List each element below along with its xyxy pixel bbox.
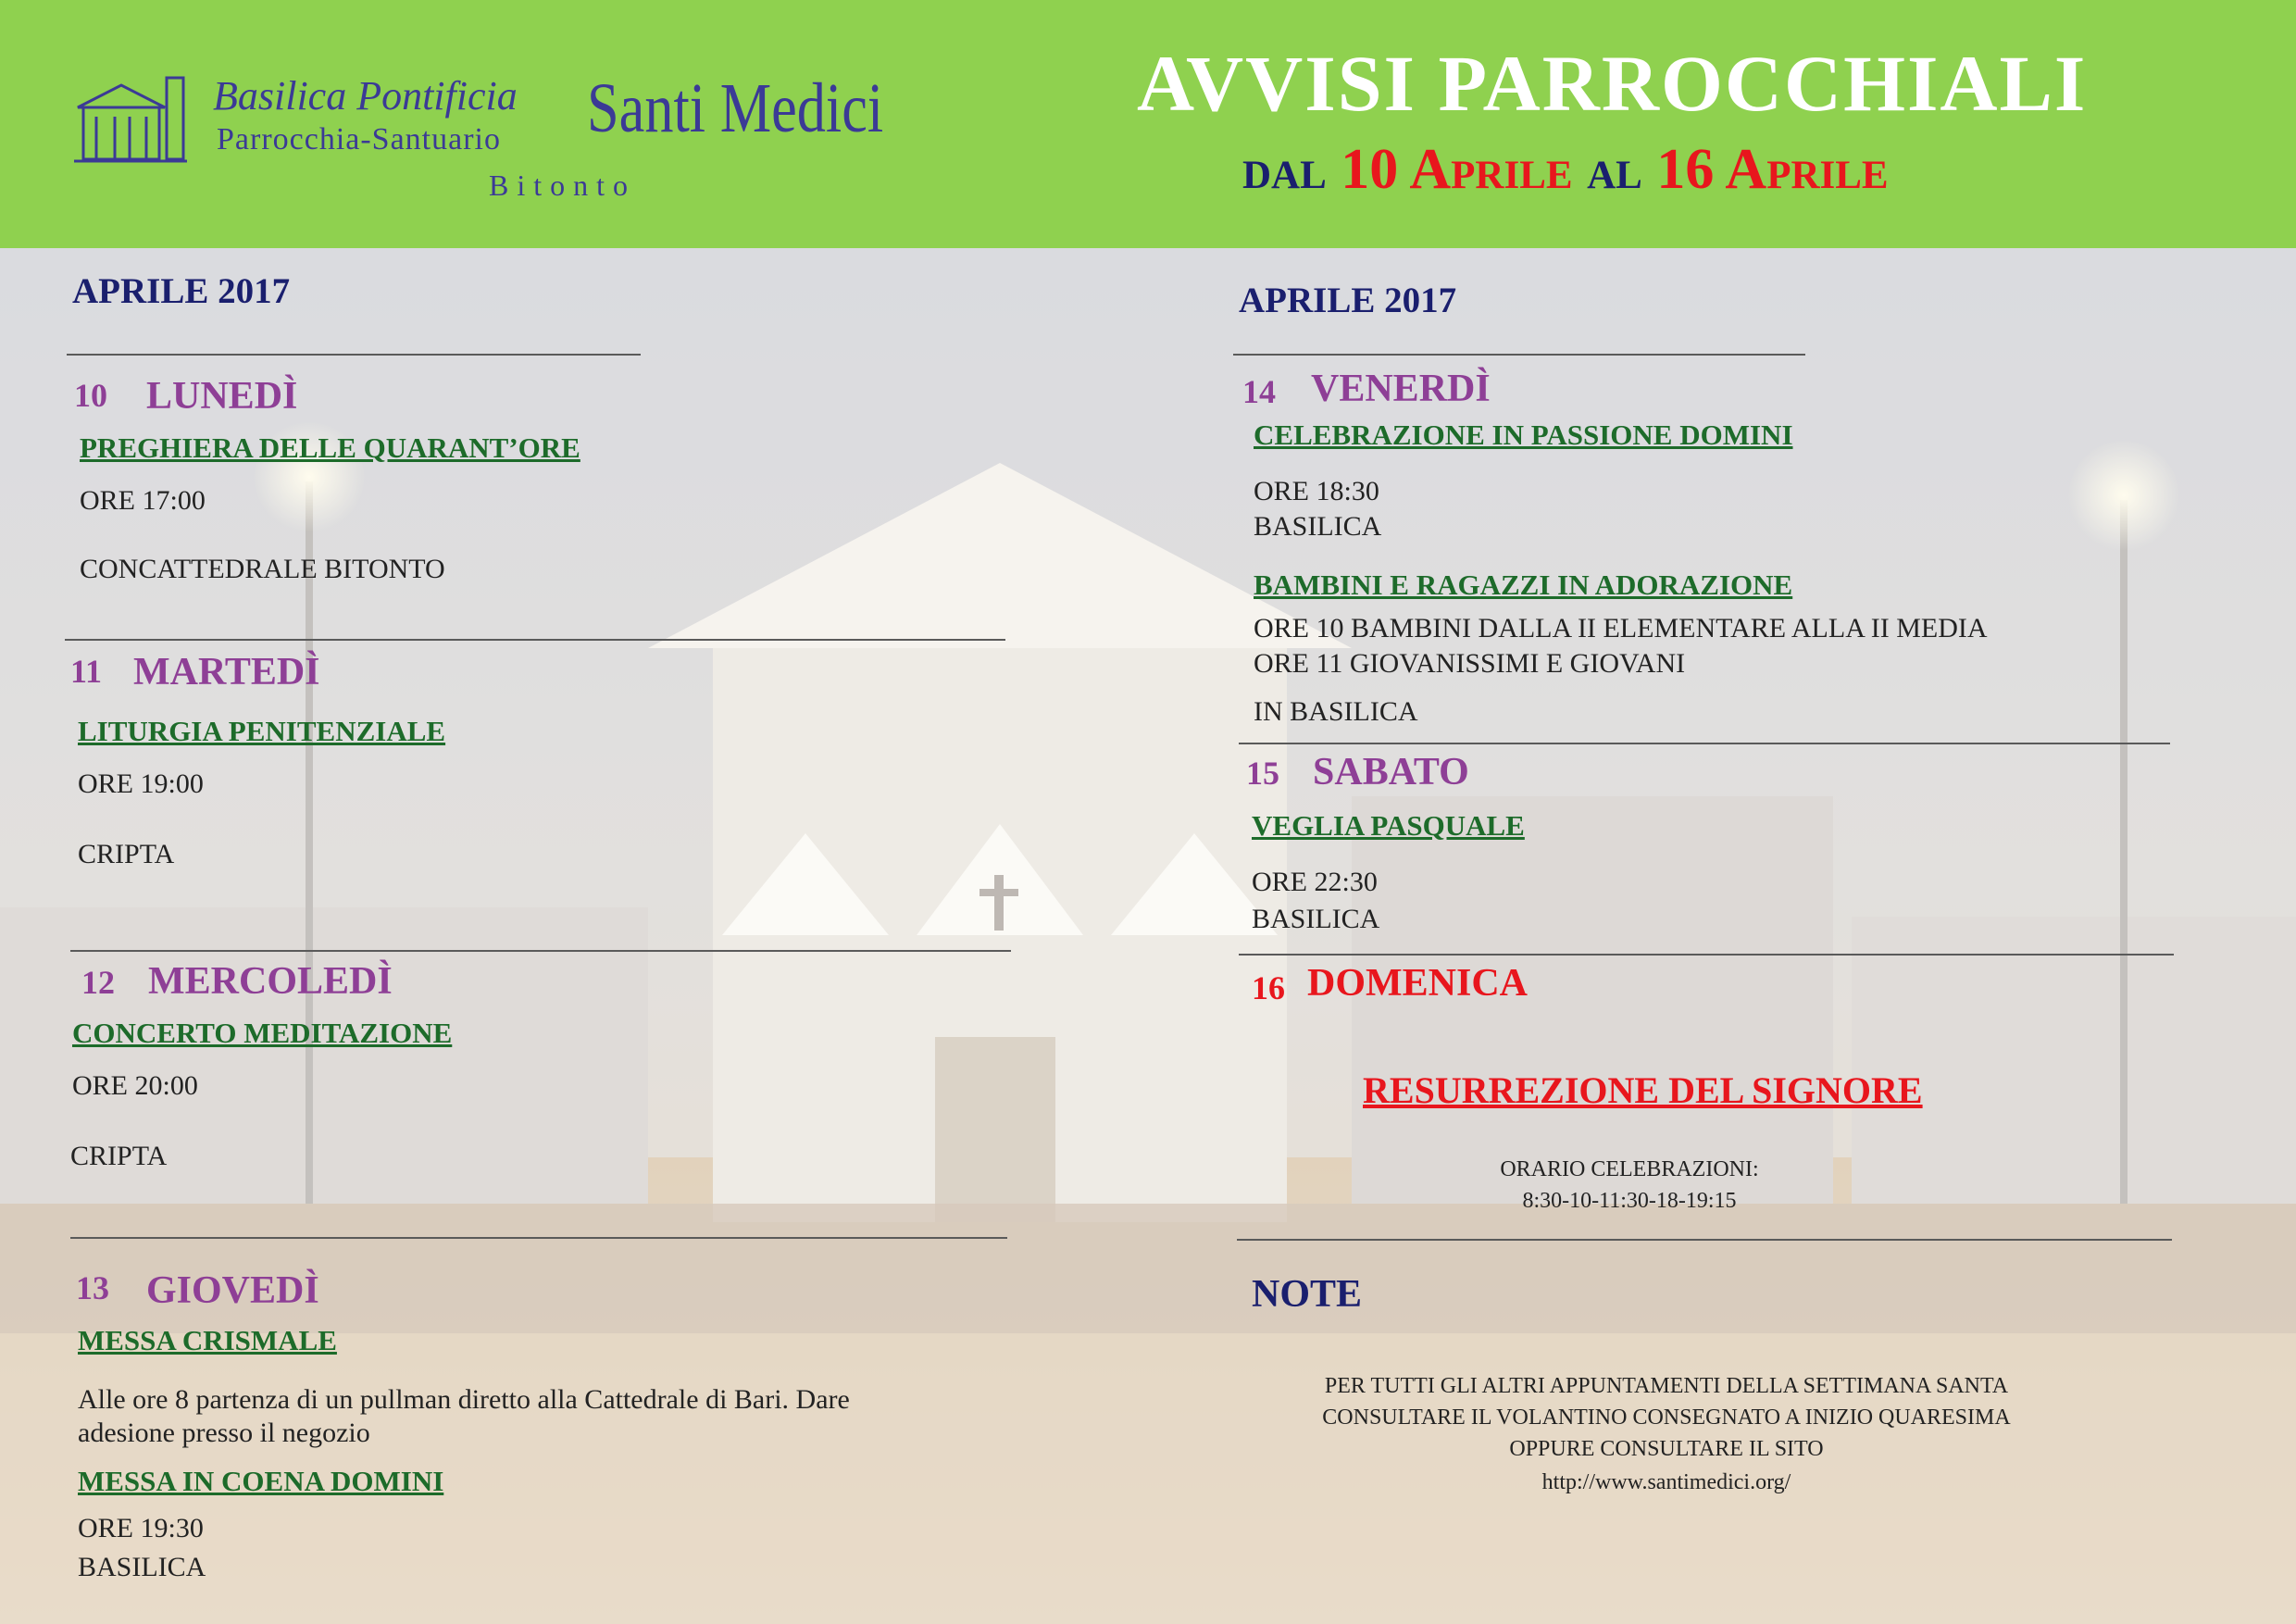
day-name-martedi: MARTEDÌ — [133, 651, 320, 693]
day-name-giovedi: GIOVEDÌ — [146, 1269, 319, 1312]
basilica-logo-icon — [70, 72, 191, 167]
note-heading: NOTE — [1252, 1273, 1363, 1316]
day-name-sabato: SABATO — [1313, 751, 1469, 793]
logo-line1: Basilica Pontificia — [213, 73, 518, 119]
day-number-13: 13 — [76, 1269, 109, 1306]
right-divider-3 — [1237, 1239, 2172, 1241]
note-website-link[interactable]: http://www.santimedici.org/ — [1541, 1470, 1791, 1494]
time-day12: ORE 20:00 — [72, 1070, 198, 1101]
left-divider-2 — [70, 950, 1011, 952]
subtitle-start-month: Aprile — [1409, 138, 1573, 201]
note-line1: PER TUTTI GLI ALTRI APPUNTAMENTI DELLA SETTIMANA SANTA — [1324, 1374, 2009, 1398]
left-divider-top — [67, 354, 641, 356]
note-line2: CONSULTARE IL VOLANTINO CONSEGNATO A INIZIO QUARESIMA — [1322, 1405, 2011, 1430]
subtitle-word-dal: dal — [1242, 138, 1327, 201]
logo-brand: Santi Medici — [587, 69, 884, 147]
subtitle-end-day: 16 — [1656, 138, 1715, 201]
event-adorazione: BAMBINI E RAGAZZI IN ADORAZIONE — [1254, 568, 1793, 601]
day-number-14: 14 — [1242, 373, 1276, 410]
day-name-venerdi: VENERDÌ — [1311, 368, 1491, 410]
left-month-heading: APRILE 2017 — [72, 271, 291, 311]
place-day10: CONCATTEDRALE BITONTO — [80, 554, 445, 584]
logo-line2: Parrocchia-Santuario — [217, 122, 501, 156]
left-divider-1 — [65, 639, 1005, 641]
event-quarantore: PREGHIERA DELLE QUARANT’ORE — [80, 431, 580, 464]
place-day14: BASILICA — [1254, 511, 1382, 542]
event-messa-coena-domini: MESSA IN COENA DOMINI — [78, 1465, 444, 1497]
left-divider-3 — [70, 1237, 1007, 1239]
right-divider-2 — [1239, 954, 2174, 956]
day-number-16: 16 — [1252, 969, 1285, 1006]
orari-label: ORARIO CELEBRAZIONI: — [1500, 1157, 1759, 1181]
right-month-heading: APRILE 2017 — [1239, 281, 1457, 320]
day-number-11: 11 — [70, 653, 103, 690]
desc-day13: Alle ore 8 partenza di un pullman diretto alla Cattedrale di Bari. Dare adesione presso il negozio — [78, 1384, 850, 1448]
day-name-mercoledi: MERCOLEDÌ — [148, 960, 393, 1003]
place2-day14: IN BASILICA — [1254, 696, 1418, 727]
event-veglia-pasquale: VEGLIA PASQUALE — [1252, 809, 1525, 842]
right-divider-top — [1233, 354, 1805, 356]
logo-city: Bitonto — [489, 169, 637, 202]
date-range-subtitle — [1242, 137, 1889, 203]
event-messa-crismale: MESSA CRISMALE — [78, 1324, 337, 1356]
event-liturgia-penitenziale: LITURGIA PENITENZIALE — [78, 715, 446, 747]
subtitle-start-day: 10 — [1341, 138, 1399, 201]
time-day10: ORE 17:00 — [80, 485, 206, 516]
time-day15: ORE 22:30 — [1252, 867, 1378, 897]
event-resurrezione: RESURREZIONE DEL SIGNORE — [1363, 1069, 1923, 1111]
event-concerto-meditazione: CONCERTO MEDITAZIONE — [72, 1017, 453, 1049]
adorazione-line1: ORE 10 BAMBINI DALLA II ELEMENTARE ALLA II MEDIA — [1254, 613, 1988, 643]
place-day11: CRIPTA — [78, 839, 175, 869]
right-divider-1 — [1239, 743, 2170, 744]
page-title: AVVISI PARROCCHIALI — [1137, 39, 2088, 128]
time-day14: ORE 18:30 — [1254, 476, 1379, 506]
subtitle-end-month: Aprile — [1725, 138, 1889, 201]
time-day11: ORE 19:00 — [78, 768, 204, 799]
day-number-10: 10 — [74, 377, 107, 414]
place-day13: BASILICA — [78, 1552, 206, 1582]
adorazione-line2: ORE 11 GIOVANISSIMI E GIOVANI — [1254, 648, 1686, 679]
place-day12: CRIPTA — [70, 1141, 168, 1171]
note-line3: OPPURE CONSULTARE IL SITO — [1509, 1437, 1824, 1461]
day-number-12: 12 — [81, 964, 115, 1001]
event-passione-domini: CELEBRAZIONE IN PASSIONE DOMINI — [1254, 418, 1793, 451]
day-number-15: 15 — [1246, 755, 1279, 792]
day-name-domenica: DOMENICA — [1307, 962, 1528, 1005]
orari-values: 8:30-10-11:30-18-19:15 — [1522, 1189, 1737, 1213]
place-day15: BASILICA — [1252, 904, 1380, 934]
subtitle-word-al: al — [1587, 138, 1642, 201]
time-day13: ORE 19:30 — [78, 1513, 204, 1543]
day-name-lunedi: LUNEDÌ — [146, 375, 298, 418]
